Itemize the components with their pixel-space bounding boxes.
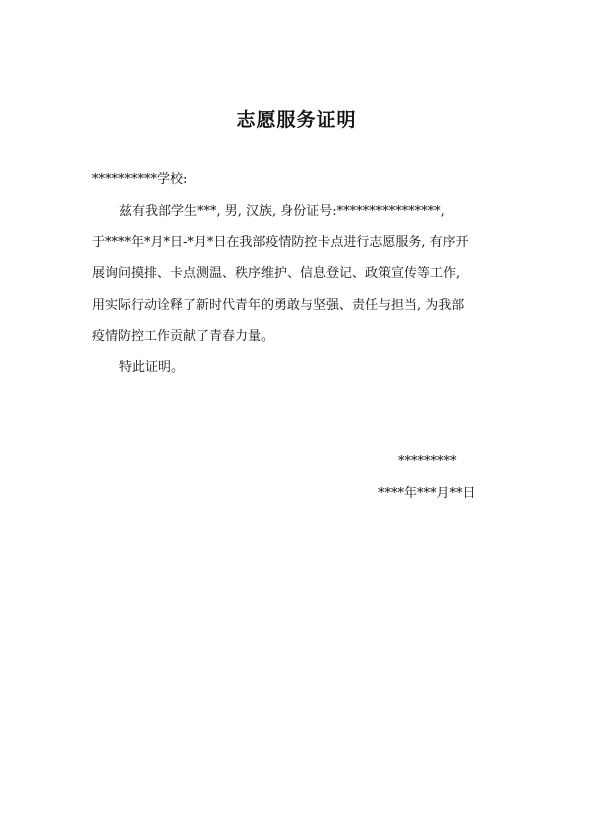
document-title: 志愿服务证明 xyxy=(236,109,357,131)
body-line-5: 疫情防控工作贡献了青春力量。 xyxy=(92,329,275,344)
closing-statement: 特此证明。 xyxy=(119,360,185,375)
signature-date: ****年***月**日 xyxy=(378,486,476,501)
body-line-1: 兹有我部学生***, 男, 汉族, 身份证号:****************, xyxy=(119,204,445,219)
signature-organization: ********* xyxy=(398,454,457,469)
body-line-3: 展询问摸排、卡点测温、秩序维护、信息登记、政策宣传等工作, xyxy=(92,266,461,281)
addressee: **********学校: xyxy=(92,172,188,187)
body-line-4: 用实际行动诠释了新时代青年的勇敢与坚强、责任与担当, 为我部 xyxy=(92,298,465,313)
body-line-2: 于****年*月*日-*月*日在我部疫情防控卡点进行志愿服务, 有序开 xyxy=(92,235,469,250)
